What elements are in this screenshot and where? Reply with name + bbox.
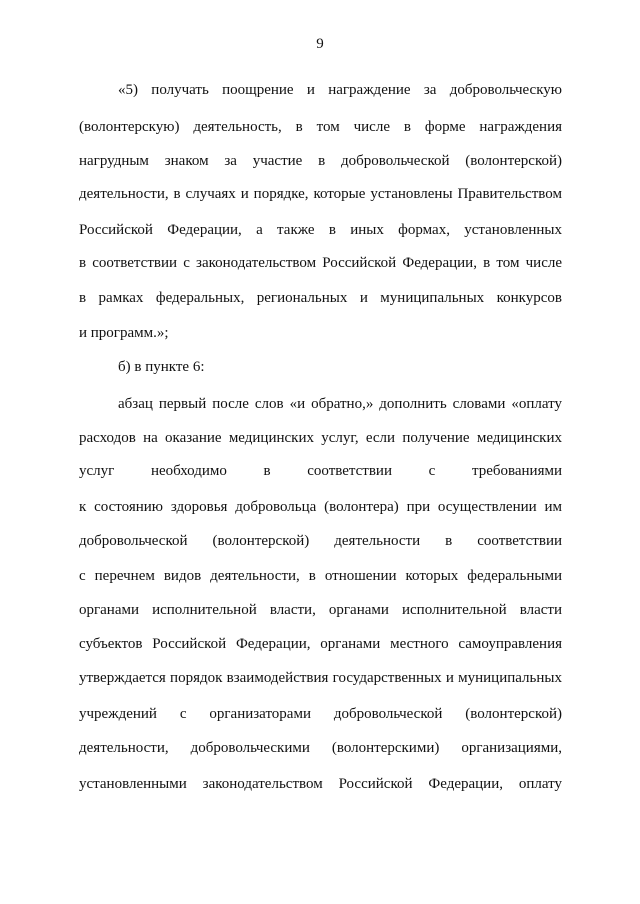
- text-line-8: и программ.»;: [79, 325, 169, 341]
- text-line-16: органами исполнительной власти, органами исполнительной власти: [79, 602, 562, 618]
- text-line-3: нагрудным знаком за участие в добровольческой (волонтерской): [79, 153, 562, 169]
- text-line-12: услуг необходимо в соответствии с требованиями: [79, 463, 562, 479]
- text-line-11: расходов на оказание медицинских услуг, если получение медицинских: [79, 430, 562, 446]
- text-line-14: добровольческой (волонтерской) деятельности в соответствии: [79, 533, 562, 549]
- text-line-7: в рамках федеральных, региональных и муниципальных конкурсов: [79, 290, 562, 306]
- text-line-6: в соответствии с законодательством Российской Федерации, в том числе: [79, 255, 562, 271]
- text-line-19: учреждений с организаторами добровольческой (волонтерской): [79, 706, 562, 722]
- text-line-10: абзац первый после слов «и обратно,» дополнить словами «оплату: [118, 396, 562, 412]
- text-line-21: установленными законодательством Российской Федерации, оплату: [79, 776, 562, 792]
- text-line-18: утверждается порядок взаимодействия государственных и муниципальных: [79, 670, 562, 686]
- text-line-20: деятельности, добровольческими (волонтерскими) организациями,: [79, 740, 562, 756]
- text-line-15: с перечнем видов деятельности, в отношении которых федеральными: [79, 568, 562, 584]
- text-line-4: деятельности, в случаях и порядке, которые установлены Правительством: [79, 186, 562, 202]
- text-line-17: субъектов Российской Федерации, органами местного самоуправления: [79, 636, 562, 652]
- text-line-2: (волонтерскую) деятельность, в том числе в форме награждения: [79, 119, 562, 135]
- page-number: 9: [316, 36, 324, 52]
- text-line-9: б) в пункте 6:: [118, 359, 205, 375]
- text-line-1: «5) получать поощрение и награждение за добровольческую: [118, 82, 562, 98]
- text-line-5: Российской Федерации, а также в иных формах, установленных: [79, 222, 562, 238]
- text-line-13: к состоянию здоровья добровольца (волонтера) при осуществлении им: [79, 499, 562, 515]
